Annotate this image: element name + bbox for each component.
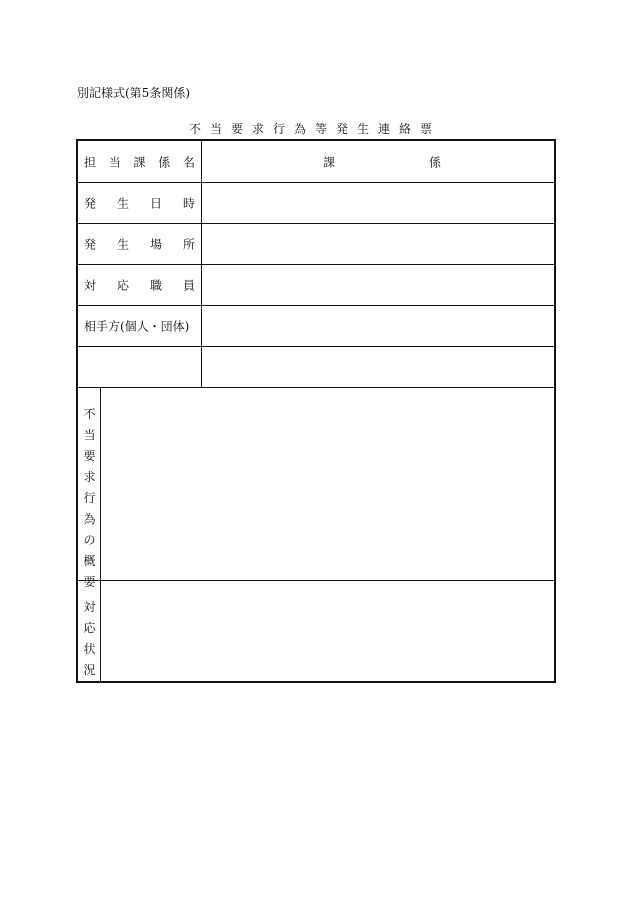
response-label xyxy=(78,597,101,681)
department-value-cell[interactable] xyxy=(202,141,554,182)
vertical-label-char: 行 xyxy=(83,491,96,505)
form-title: 不当要求行為等発生連絡票 xyxy=(188,122,441,136)
vertical-label-char: 概 xyxy=(83,554,96,568)
vertical-label-char: 状 xyxy=(83,642,96,656)
vertical-label-char: 当 xyxy=(83,428,96,442)
vertical-label-char: 対 xyxy=(83,600,96,614)
label-char: 生 xyxy=(116,196,129,211)
label-char: 係 xyxy=(158,155,171,169)
dept-label: 課 xyxy=(323,155,336,169)
vertical-label-char: の xyxy=(83,533,96,547)
row-department xyxy=(78,141,554,183)
label-char: 担 xyxy=(84,155,97,169)
label-char: 対 xyxy=(84,278,97,293)
row-label-datetime xyxy=(84,195,195,212)
summary-label xyxy=(78,404,101,593)
vertical-label-char: 応 xyxy=(83,621,96,635)
row-label-place xyxy=(84,236,195,253)
label-char: 名 xyxy=(182,155,195,169)
vertical-label-char: 為 xyxy=(83,512,96,526)
staff-value-cell[interactable] xyxy=(202,265,554,305)
blank-label-cell[interactable] xyxy=(78,347,202,387)
row-response xyxy=(78,581,554,681)
label-char: 応 xyxy=(116,278,129,293)
label-char: 生 xyxy=(116,237,129,252)
row-place xyxy=(78,224,554,265)
response-value-cell[interactable] xyxy=(101,581,554,681)
vertical-label-char: 要 xyxy=(83,575,96,589)
vertical-label-char: 求 xyxy=(83,470,96,484)
row-staff xyxy=(78,265,554,306)
counterpart-value-cell[interactable] xyxy=(202,306,554,346)
label-char: 時 xyxy=(182,196,195,211)
row-label-counterpart: 相手方(個人・団体) xyxy=(84,319,190,334)
label-char: 発 xyxy=(84,237,97,252)
blank-value-cell[interactable] xyxy=(202,347,554,387)
datetime-value-cell[interactable] xyxy=(202,183,554,223)
label-char: 場 xyxy=(149,237,162,252)
vertical-label-char: 況 xyxy=(83,663,96,677)
section-label: 係 xyxy=(429,155,442,169)
vertical-label-char: 不 xyxy=(83,407,96,421)
summary-value-cell[interactable] xyxy=(101,388,554,580)
label-char: 日 xyxy=(149,196,162,211)
row-summary xyxy=(78,388,554,589)
row-label-department xyxy=(84,153,195,170)
row-blank xyxy=(78,347,554,388)
label-char: 職 xyxy=(149,278,162,293)
row-datetime xyxy=(78,183,554,224)
label-char: 員 xyxy=(182,278,195,293)
form-reference: 別記様式(第5条関係) xyxy=(77,86,190,100)
place-value-cell[interactable] xyxy=(202,224,554,264)
label-char: 発 xyxy=(84,196,97,211)
row-counterpart xyxy=(78,306,554,347)
row-label-staff xyxy=(84,277,195,294)
label-char: 所 xyxy=(182,237,195,252)
vertical-label-char: 要 xyxy=(83,449,96,463)
label-char: 当 xyxy=(108,155,121,169)
label-char: 課 xyxy=(133,155,146,169)
report-form-table xyxy=(76,139,556,683)
